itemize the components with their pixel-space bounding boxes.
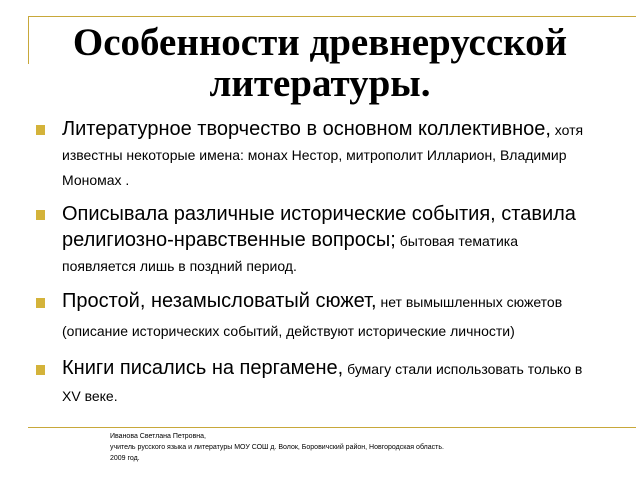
square-bullet-icon xyxy=(36,210,45,220)
footer-year: 2009 год. xyxy=(110,455,140,462)
footer-position: учитель русского языка и литературы МОУ СОШ д. Волок, Боровичский район, Новгородская область. xyxy=(110,444,444,451)
square-bullet-icon xyxy=(36,125,45,135)
bullet-item xyxy=(34,356,594,410)
bullet-sub-text: нет вымышленных сюжетов (описание исторических событий, действуют исторические личности) xyxy=(62,294,563,339)
bullet-item xyxy=(34,288,594,346)
slide-title: Особенности древнерусской литературы. xyxy=(72,21,568,105)
bullet-main-text: Простой, незамысловатый сюжет, xyxy=(62,290,377,312)
bullet-main-text: Книги писались на пергамене, xyxy=(62,357,344,379)
bullet-list xyxy=(34,117,594,410)
footer-credit xyxy=(110,431,444,464)
frame-left-line xyxy=(28,16,29,64)
bullet-sub-text: хотя известны некоторые имена: монах Нестор, митрополит Илларион, Владимир Мономах . xyxy=(62,122,584,188)
bullet-main-text: Литературное творчество в основном коллективное, xyxy=(62,118,551,140)
bullet-sub-text: бумагу стали использовать только в XV веке. xyxy=(62,361,583,404)
bullet-item xyxy=(34,202,594,279)
square-bullet-icon xyxy=(36,298,45,308)
bullet-item xyxy=(34,117,594,193)
footer-author: Иванова Светлана Петровна, xyxy=(110,433,206,440)
bullet-main-text: Описывала различные исторические события, ставила религиозно-нравственные вопросы; xyxy=(62,203,576,251)
square-bullet-icon xyxy=(36,365,45,375)
frame-top-line xyxy=(28,16,636,17)
frame-bottom-line xyxy=(28,427,636,428)
bullet-sub-text: бытовая тематика появляется лишь в поздний период. xyxy=(62,233,518,274)
